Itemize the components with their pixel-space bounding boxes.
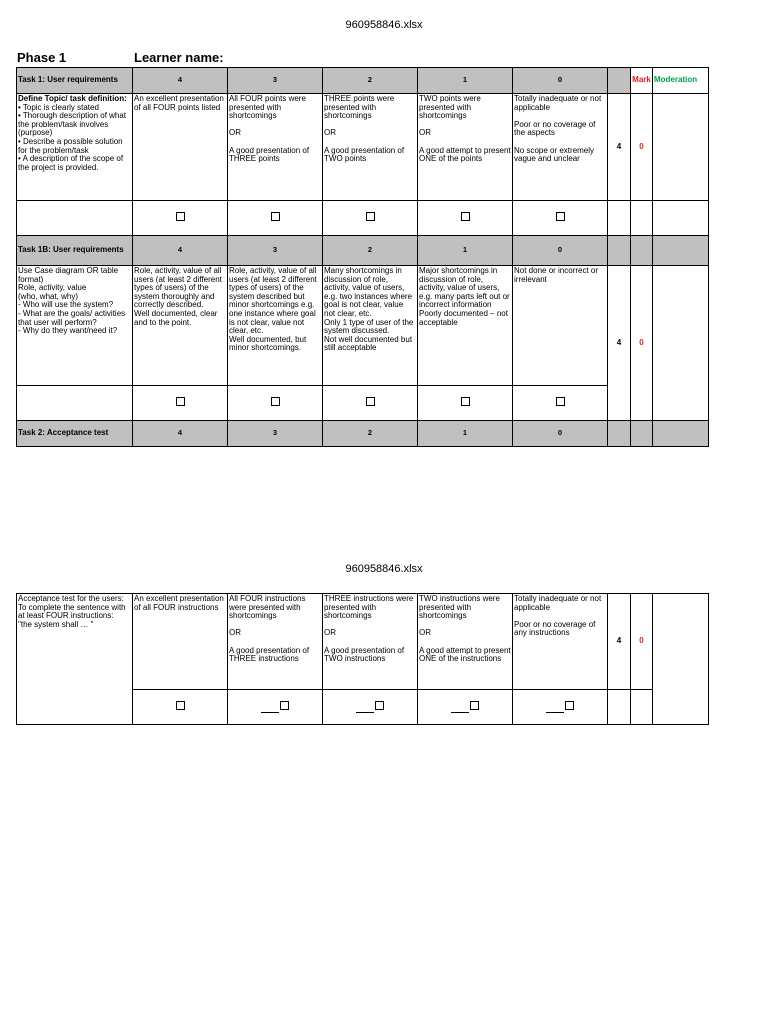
phase-heading: Phase 1 — [17, 50, 67, 65]
task1b-checkbox-0[interactable] — [513, 386, 608, 421]
checkbox-icon[interactable] — [556, 212, 565, 221]
task1b-descriptor-1: Major shortcomings in discussion of role, activity, value of users, e.g. many parts left out or incorrect information Poorly documented – not acceptable — [418, 266, 513, 386]
task1-label: Task 1: User requirements — [17, 68, 133, 94]
task2-criteria: Acceptance test for the users: To complete the sentence with at least FOUR instructions: "the system shall … " — [17, 594, 133, 725]
task1-mark-spacer — [631, 201, 653, 236]
task1-criteria-title: Define Topic/ task definition: — [18, 94, 127, 103]
file-title-page2: 960958846.xlsx — [345, 563, 423, 575]
level-4: 4 — [133, 68, 228, 94]
task1b-criteria: Use Case diagram OR table format) Role, activity, value (who, what, why) - Who will use the system? - What are the goals/ activities that user will perform? - Why do they want/need it? — [17, 266, 133, 386]
checkbox-icon[interactable] — [271, 397, 280, 406]
task1-header-row — [17, 68, 709, 94]
task1b-checkbox-4[interactable] — [133, 386, 228, 421]
mark-header — [631, 236, 653, 266]
checkbox-icon[interactable] — [470, 701, 479, 710]
task1-descriptor-0: Totally inadequate or not applicable Poor or no coverage of the aspects No scope or extremely vague and unclear — [513, 94, 608, 201]
checkbox-icon[interactable] — [271, 212, 280, 221]
underline-mark — [451, 703, 469, 713]
task2-descriptor-1: TWO instructions were presented with shortcomings OR A good attempt to present ONE of the instructions — [418, 594, 513, 690]
task2-checkbox-2[interactable] — [323, 690, 418, 725]
task2-checkbox-4[interactable] — [133, 690, 228, 725]
task1b-descriptor-2: Many shortcomings in discussion of role, activity, value of users, e.g. two instances where goal is not clear, value not clear, etc. Only 1 type of user of the system discussed. Not well documented but still acceptable — [323, 266, 418, 386]
task1b-checkbox-row — [17, 386, 709, 421]
task2-moderation[interactable] — [653, 594, 709, 725]
level-2: 2 — [323, 236, 418, 266]
task2-mark-spacer — [631, 690, 653, 725]
mark-header — [631, 421, 653, 447]
checkbox-icon[interactable] — [375, 701, 384, 710]
moderation-header — [653, 236, 709, 266]
task1b-row — [17, 266, 709, 386]
score-header — [608, 421, 631, 447]
task1-mark: 0 — [631, 94, 653, 201]
checkbox-icon[interactable] — [565, 701, 574, 710]
level-0: 0 — [513, 421, 608, 447]
checkbox-icon[interactable] — [366, 212, 375, 221]
task1b-mark: 0 — [631, 266, 653, 421]
task2-header-row — [17, 421, 709, 447]
task1-descriptor-1: TWO points were presented with shortcomings OR A good attempt to present ONE of the points — [418, 94, 513, 201]
task1-score: 4 — [608, 94, 631, 201]
task1b-score: 4 — [608, 266, 631, 421]
task1-score-spacer — [608, 201, 631, 236]
task2-descriptor-0: Totally inadequate or not applicable Poor or no coverage of any instructions — [513, 594, 608, 690]
task1b-descriptor-4: Role, activity, value of all users (at least 2 different types of users) of the system thoroughly and correctly described. Well documented, clear and to the point. — [133, 266, 228, 386]
level-3: 3 — [228, 236, 323, 266]
task2-row — [17, 594, 709, 690]
task1-moderation-spacer — [653, 201, 709, 236]
level-2: 2 — [323, 421, 418, 447]
task1-checkbox-3[interactable] — [228, 201, 323, 236]
level-4: 4 — [133, 421, 228, 447]
task1b-moderation[interactable] — [653, 266, 709, 421]
checkbox-icon[interactable] — [176, 701, 185, 710]
mark-header: Mark — [631, 68, 653, 94]
moderation-header: Moderation — [653, 68, 709, 94]
task2-score: 4 — [608, 594, 631, 690]
task2-checkbox-0[interactable] — [513, 690, 608, 725]
task1-descriptor-4: An excellent presentation of all FOUR points listed — [133, 94, 228, 201]
task2-checkbox-3[interactable] — [228, 690, 323, 725]
underline-mark — [261, 703, 279, 713]
checkbox-icon[interactable] — [461, 212, 470, 221]
task1-row — [17, 94, 709, 201]
task1b-checkbox-3[interactable] — [228, 386, 323, 421]
task2-mark: 0 — [631, 594, 653, 690]
task1b-label: Task 1B: User requirements — [17, 236, 133, 266]
task2-descriptor-3: All FOUR instructions were presented with shortcomings OR A good presentation of THREE instructions — [228, 594, 323, 690]
level-0: 0 — [513, 236, 608, 266]
level-1: 1 — [418, 421, 513, 447]
level-0: 0 — [513, 68, 608, 94]
task1-checkbox-2[interactable] — [323, 201, 418, 236]
level-4: 4 — [133, 236, 228, 266]
checkbox-icon[interactable] — [176, 397, 185, 406]
checkbox-icon[interactable] — [556, 397, 565, 406]
task1-checkbox-0[interactable] — [513, 201, 608, 236]
learner-name-label: Learner name: — [134, 50, 224, 65]
moderation-header — [653, 421, 709, 447]
task1-checkbox-1[interactable] — [418, 201, 513, 236]
checkbox-icon[interactable] — [366, 397, 375, 406]
task1-spacer — [17, 201, 133, 236]
level-1: 1 — [418, 236, 513, 266]
rubric-table-page1 — [16, 67, 709, 447]
score-header — [608, 68, 631, 94]
task1-criteria-body: • Topic is clearly stated • Thorough description of what the problem/task involves (purpose) • Describe a possible solution for the problem/task • A description of the scope of the project is provided. — [18, 102, 127, 172]
score-header — [608, 236, 631, 266]
checkbox-icon[interactable] — [461, 397, 470, 406]
task2-label: Task 2: Acceptance test — [17, 421, 133, 447]
task1-checkbox-row — [17, 201, 709, 236]
task1b-checkbox-1[interactable] — [418, 386, 513, 421]
task2-checkbox-1[interactable] — [418, 690, 513, 725]
file-title: 960958846.xlsx — [345, 19, 423, 31]
task1-descriptor-2: THREE points were presented with shortcomings OR A good presentation of TWO points — [323, 94, 418, 201]
task2-descriptor-4: An excellent presentation of all FOUR instructions — [133, 594, 228, 690]
underline-mark — [356, 703, 374, 713]
checkbox-icon[interactable] — [176, 212, 185, 221]
task1-descriptor-3: All FOUR points were presented with shortcomings OR A good presentation of THREE points — [228, 94, 323, 201]
task2-descriptor-2: THREE instructions were presented with shortcomings OR A good presentation of TWO instructions — [323, 594, 418, 690]
checkbox-icon[interactable] — [280, 701, 289, 710]
task2-score-spacer — [608, 690, 631, 725]
task1-checkbox-4[interactable] — [133, 201, 228, 236]
underline-mark — [546, 703, 564, 713]
level-2: 2 — [323, 68, 418, 94]
task1b-header-row — [17, 236, 709, 266]
level-3: 3 — [228, 68, 323, 94]
task1b-descriptor-0: Not done or incorrect or irrelevant — [513, 266, 608, 386]
task1-criteria — [17, 94, 133, 201]
task1b-descriptor-3: Role, activity, value of all users (at least 2 different types of users) of the system described but minor shortcomings e.g. one instance where goal is not clear, value not clear, etc. Well documented, but minor shortcomings. — [228, 266, 323, 386]
task1b-checkbox-2[interactable] — [323, 386, 418, 421]
level-3: 3 — [228, 421, 323, 447]
task1-moderation[interactable] — [653, 94, 709, 201]
rubric-table-page2 — [16, 593, 709, 725]
level-1: 1 — [418, 68, 513, 94]
task1b-spacer — [17, 386, 133, 421]
